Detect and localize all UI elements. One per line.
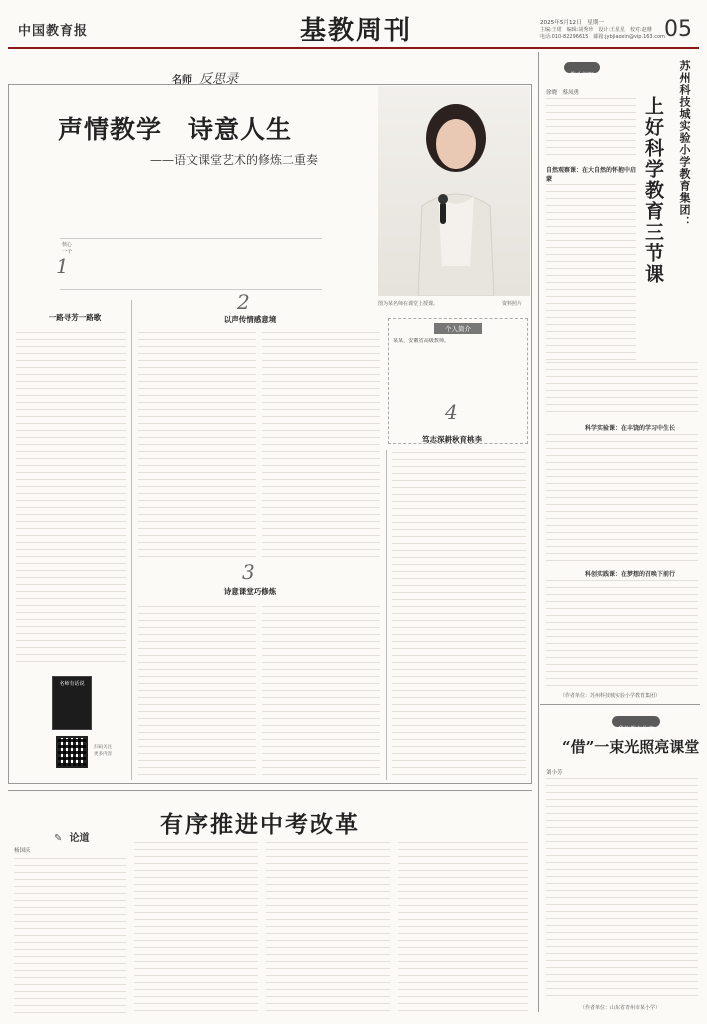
section-2-body-b bbox=[262, 332, 380, 557]
abstract-author-tag: 核心 bbox=[62, 242, 73, 248]
bottom-body-3 bbox=[266, 842, 390, 1014]
section-2-body-a bbox=[138, 332, 256, 557]
right-body-3 bbox=[546, 580, 698, 690]
right-subhead-1: 自然观察课：在大自然的怀抱中启蒙 bbox=[546, 167, 637, 183]
masthead bbox=[0, 0, 707, 46]
story-tag-label: 我的教育故事 bbox=[618, 726, 655, 733]
column-label-prefix: 名师 bbox=[172, 75, 192, 86]
phone-line: 电话:010-82296615 邮箱:jybjiaoxin@vip.163.com bbox=[540, 34, 665, 40]
story-tag bbox=[612, 716, 660, 733]
section-4-title: 笃志深耕秋育桃李 bbox=[422, 435, 482, 444]
right-body-1b bbox=[546, 362, 698, 412]
feature-col-divider-2 bbox=[386, 450, 387, 780]
section-2-title: 以声传情感意境 bbox=[223, 315, 277, 324]
right-tag-label: 教改视野 bbox=[570, 72, 595, 79]
bottom-body-2 bbox=[134, 842, 258, 1014]
column-label bbox=[172, 68, 238, 87]
right-body-2 bbox=[546, 434, 698, 564]
story-author-note: （作者单位：山东省青州市某小学） bbox=[580, 1005, 661, 1011]
right-headline-2: 上好科学教育三节课 bbox=[642, 96, 664, 285]
book-cover bbox=[52, 676, 92, 730]
photo-credit: 资料照片 bbox=[502, 301, 523, 307]
feature-abstract-box bbox=[60, 238, 322, 290]
story-byline: 刘小芳 bbox=[546, 770, 563, 776]
bottom-section-divider bbox=[8, 790, 532, 791]
editor-line: 主编:王珺 编辑:胡秀珍 设计:王星星 校对:赵珊 bbox=[540, 27, 652, 33]
newspaper-logo: 中国教育报 bbox=[18, 24, 89, 39]
qr-code[interactable] bbox=[56, 736, 88, 768]
section-title: 基教周刊 bbox=[300, 16, 413, 46]
section-4-number: 4 bbox=[445, 400, 458, 424]
portrait-illustration bbox=[378, 86, 530, 296]
right-headline-1: 苏州科技城实验小学教育集团： bbox=[678, 60, 691, 228]
bottom-body-4 bbox=[398, 842, 528, 1014]
book-label: 名师有话说 bbox=[59, 681, 85, 687]
author-portrait bbox=[378, 86, 530, 296]
section-3-body-a bbox=[138, 606, 256, 778]
story-body bbox=[546, 778, 698, 1000]
section-3-title: 诗意课堂巧修炼 bbox=[223, 587, 277, 596]
section-3-number: 3 bbox=[242, 560, 255, 584]
section-3-body-b bbox=[262, 606, 380, 778]
abstract-text: 一个 bbox=[62, 249, 73, 255]
feature-title: 声情教学 诗意人生 bbox=[58, 115, 293, 144]
column-label-script: 反思录 bbox=[199, 72, 239, 87]
right-subhead-2: 科学实验课：在丰饶的学习中生长 bbox=[584, 425, 675, 432]
bottom-byline: 杨国庆 bbox=[14, 848, 31, 854]
bottom-headline: 有序推进中考改革 bbox=[160, 811, 360, 838]
right-story-divider bbox=[540, 704, 700, 705]
right-byline: 徐晓 蔡凤勇 bbox=[546, 90, 580, 96]
masthead-rule bbox=[8, 47, 699, 49]
profile-text: 某某，安徽省高级教师。 bbox=[393, 338, 450, 344]
right-tag bbox=[564, 62, 600, 79]
bottom-body-1 bbox=[14, 858, 126, 1014]
profile-title: 个人简介 bbox=[434, 323, 482, 334]
page-number: 05 bbox=[664, 17, 692, 42]
profile-box bbox=[388, 318, 528, 444]
section-1-title: 一路寻芳一路歌 bbox=[48, 313, 102, 322]
issue-date: 2025年5月12日 星期一 bbox=[540, 20, 605, 26]
qr-label-1: 扫码关注 bbox=[94, 745, 112, 750]
feature-col-divider-1 bbox=[131, 300, 132, 780]
right-body-1 bbox=[546, 184, 636, 360]
section-2-number: 2 bbox=[237, 290, 250, 314]
qr-label-2: 更多内容 bbox=[94, 752, 112, 757]
right-author-note: （作者单位：苏州科技城实验小学教育集团） bbox=[560, 693, 661, 699]
section-1-body bbox=[16, 332, 126, 667]
section-4-body bbox=[392, 452, 526, 778]
right-subhead-3: 科创实践课：在梦想的召唤下前行 bbox=[584, 571, 675, 578]
lundao-label: 论道 bbox=[69, 833, 90, 844]
photo-caption: 图为某名师在课堂上授课。 bbox=[378, 301, 439, 307]
section-1-number: 1 bbox=[56, 254, 69, 278]
lundao-tag bbox=[54, 826, 89, 845]
right-column-divider bbox=[538, 52, 539, 1012]
feature-subtitle: ——语文课堂艺术的修炼二重奏 bbox=[150, 153, 319, 167]
right-intro-body bbox=[546, 98, 636, 156]
story-headline: “借”一束光照亮课堂 bbox=[562, 738, 700, 756]
pen-icon: ✎ bbox=[54, 833, 63, 844]
